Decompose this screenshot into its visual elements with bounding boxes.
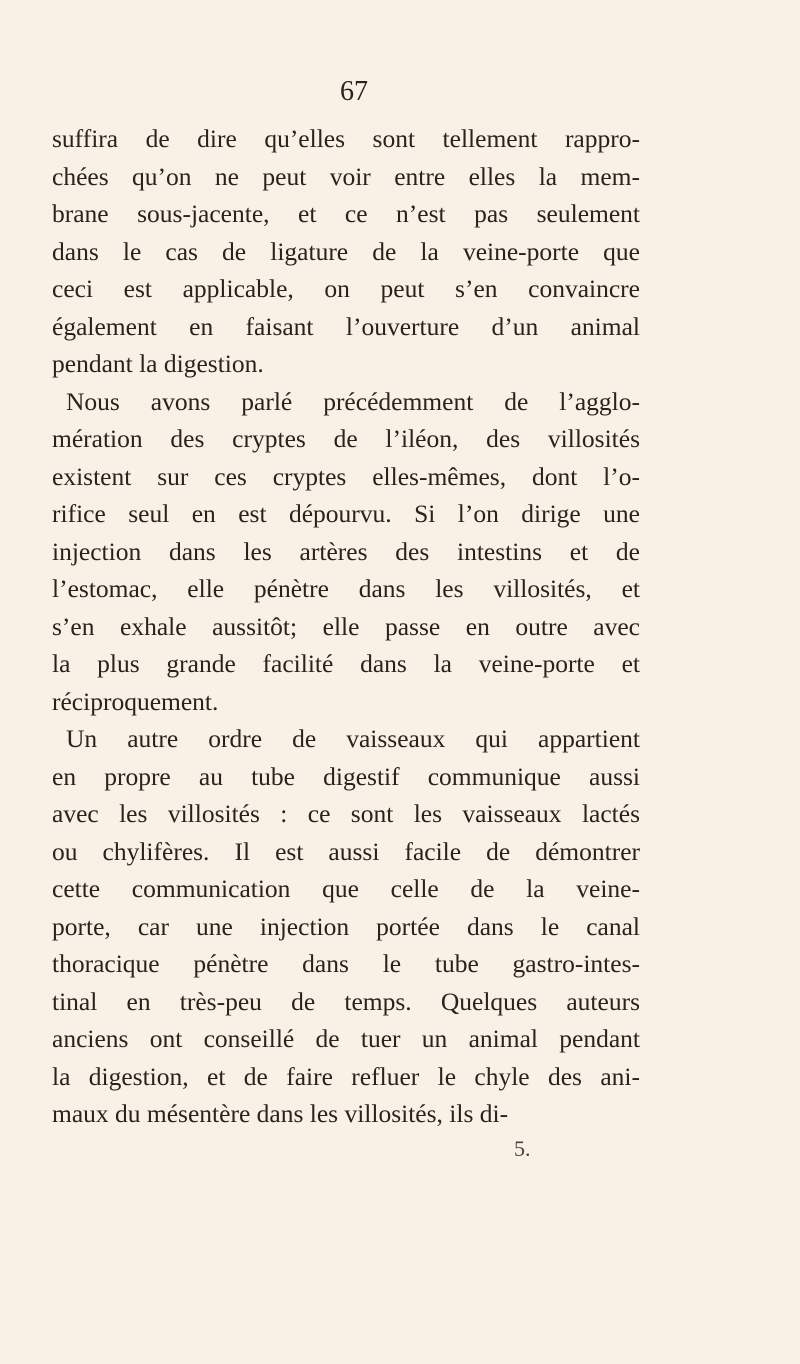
text-line: mération des cryptes de l’iléon, des villosités — [52, 424, 640, 453]
text-line: cette communication que celle de la veine- — [52, 874, 640, 903]
text-line: injection dans les artères des intestins et de — [52, 536, 640, 566]
text-line: brane sous-jacente, et ce n’est pas seulement — [52, 199, 640, 228]
text-line: anciens ont conseillé de tuer un animal pendant — [52, 1024, 640, 1053]
text-line: dans le cas de ligature de la veine-porte que — [52, 236, 640, 266]
text-line: Nous avons parlé précédemment de l’agglo- — [66, 386, 640, 416]
page-number: 67 — [340, 76, 368, 107]
text-line: la plus grande facilité dans la veine-porte et — [52, 649, 640, 678]
text-line: Un autre ordre de vaisseaux qui appartient — [66, 724, 640, 753]
text-line: existent sur ces cryptes elles-mêmes, dont l’o- — [52, 461, 640, 491]
text-line: porte, car une injection portée dans le canal — [52, 911, 640, 941]
body-text — [52, 120, 640, 1133]
text-line: en propre au tube digestif communique aussi — [52, 761, 640, 791]
text-line: s’en exhale aussitôt; elle passe en outre avec — [52, 611, 640, 641]
text-line: maux du mésentère dans les villosités, ils di- — [52, 1099, 509, 1128]
text-line: rifice seul en est dépourvu. Si l’on dirige une — [52, 499, 640, 528]
text-line: suffira de dire qu’elles sont tellement rappro- — [52, 124, 640, 153]
text-line: thoracique pénètre dans le tube gastro-intes- — [52, 949, 640, 978]
text-line: chées qu’on ne peut voir entre elles la mem- — [52, 161, 640, 191]
text-line: avec les villosités : ce sont les vaisseaux lactés — [52, 799, 640, 828]
text-line: l’estomac, elle pénètre dans les villosités, et — [52, 574, 640, 603]
signature-mark: 5. — [514, 1136, 531, 1161]
text-line: ceci est applicable, on peut s’en convaincre — [52, 274, 640, 303]
text-line: la digestion, et de faire refluer le chyle des ani- — [52, 1061, 640, 1091]
text-line: tinal en très-peu de temps. Quelques auteurs — [52, 986, 640, 1016]
text-line: réciproquement. — [52, 686, 219, 716]
text-line: également en faisant l’ouverture d’un animal — [52, 311, 640, 341]
text-line: ou chylifères. Il est aussi facile de démontrer — [52, 836, 640, 866]
text-line: pendant la digestion. — [52, 349, 264, 378]
